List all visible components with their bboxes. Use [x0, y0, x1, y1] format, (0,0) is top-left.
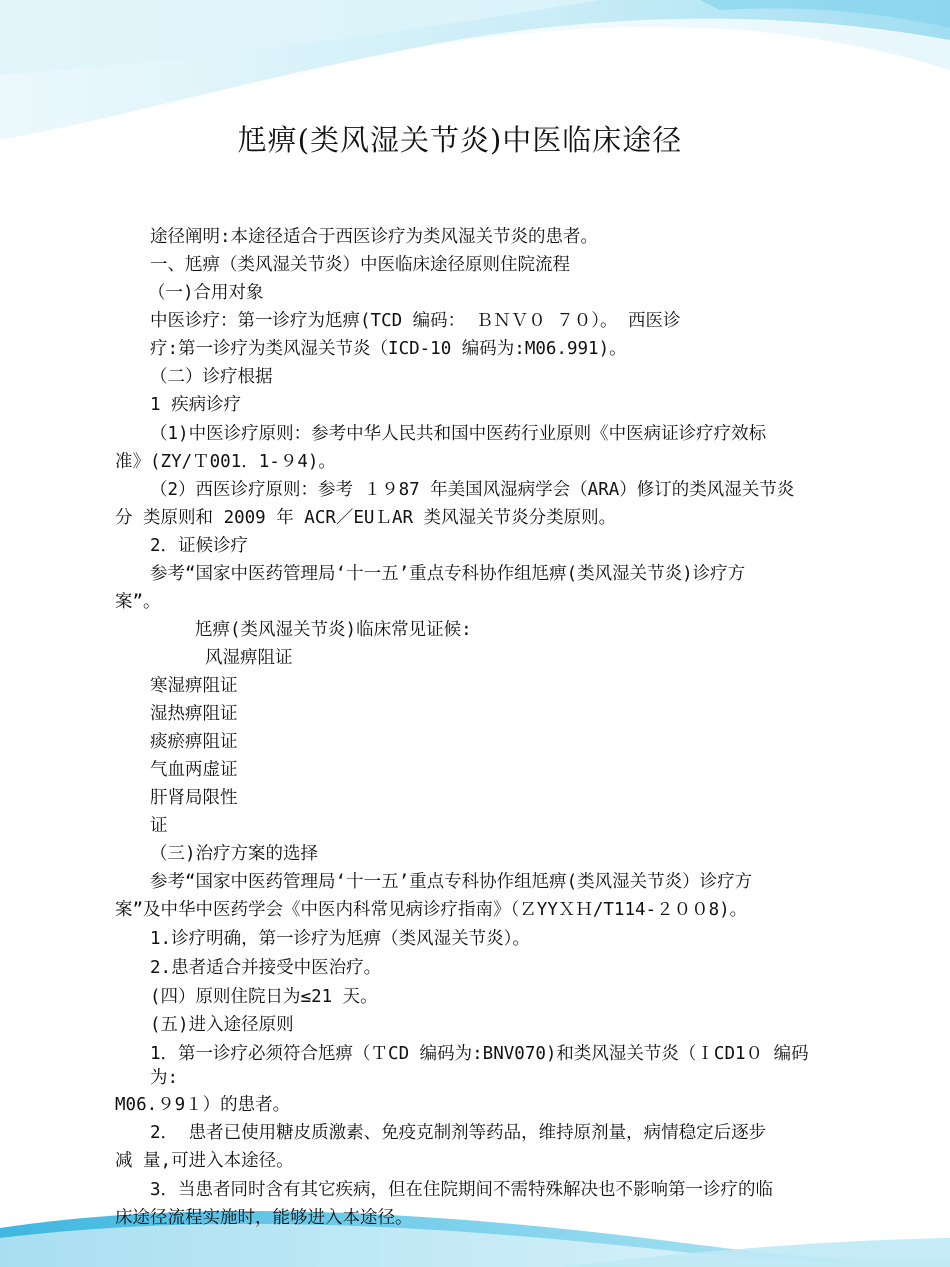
text-line: 准》(ZY/Ｔ001．1-９4)。 [115, 452, 336, 472]
text-line: 1.诊疗明确，第一诊疗为尪痹（类风湿关节炎）。 [150, 929, 530, 949]
text-line: 2． 患者已使用糖皮质激素、免疫克制剂等药品，维持原剂量，病情稳定后逐步 [150, 1123, 767, 1143]
text-line: 分 类原则和 2009 年 ACR／EUＬAR 类风湿关节炎分类原则。 [115, 508, 617, 528]
text-line: 疗:第一诊疗为类风湿关节炎（ICD-10 编码为:M06.991)。 [150, 339, 627, 359]
text-line: 3．当患者同时含有其它疾病，但在住院期间不需特殊解决也不影响第一诊疗的临 [150, 1180, 774, 1200]
text-line: （1)中医诊疗原则：参考中华人民共和国中医药行业原则《中医病证诊疗疗效标 [150, 424, 767, 444]
text-line: （2）西医诊疗原则：参考 １９87 年美国风湿病学会（ARA）修订的类风湿关节炎 [150, 480, 795, 500]
syndrome-item: 湿热痹阻证 [150, 704, 238, 724]
text-line: 为: [150, 1068, 179, 1088]
text-line: 床途径流程实施时，能够进入本途径。 [115, 1208, 413, 1228]
subsection-heading: （二）诊疗根据 [150, 367, 273, 387]
syndrome-item: 风湿痹阻证 [205, 648, 293, 668]
text-line: 参考“国家中医药管理局‘十一五’重点专科协作组尪痹(类风湿关节炎）诊疗方 [150, 872, 753, 892]
subsection-heading: （三)治疗方案的选择 [150, 844, 319, 864]
syndrome-item: 痰瘀痹阻证 [150, 732, 238, 752]
syndrome-item: 肝肾局限性 [150, 788, 238, 808]
text-line: 参考“国家中医药管理局‘十一五’重点专科协作组尪痹(类风湿关节炎)诊疗方 [150, 564, 746, 584]
syndrome-item: 寒湿痹阻证 [150, 676, 238, 696]
text-line: 尪痹(类风湿关节炎)临床常见证候: [195, 620, 472, 640]
section-heading: 一、尪痹（类风湿关节炎）中医临床途径原则住院流程 [150, 255, 570, 275]
text-line: 1．第一诊疗必须符合尪痹（ＴCD 编码为:BNV070)和类风湿关节炎（ＩCD1０ 编码 [150, 1044, 809, 1064]
text-line: 2．证候诊疗 [150, 536, 249, 556]
text-line: 2.患者适合并接受中医治疗。 [150, 958, 382, 978]
syndrome-item: 证 [150, 816, 168, 836]
text-line: 案”及中华中医药学会《中医内科常见病诊疗指南》（ＺYYＸＨ/T114-２００8)。 [115, 900, 748, 920]
text-line: M06.９9１）的患者。 [115, 1095, 291, 1115]
text-line: 途径阐明:本途径适合于西医诊疗为类风湿关节炎的患者。 [150, 227, 599, 247]
text-line: 减 量,可进入本途径。 [115, 1151, 294, 1171]
syndrome-item: 气血两虚证 [150, 760, 238, 780]
subsection-heading: (五)进入途径原则 [150, 1015, 294, 1035]
text-line: 案”。 [115, 592, 161, 612]
text-line: 1 疾病诊疗 [150, 395, 242, 415]
text-line: 中医诊疗：第一诊疗为尪痹(TCD 编码： ＢＮＶ０ ７０）。 西医诊 [150, 311, 681, 331]
document-title: 尪痹(类风湿关节炎)中医临床途径 [237, 123, 683, 157]
subsection-heading: （一)合用对象 [148, 283, 264, 303]
subsection-heading: (四）原则住院日为≤21 天。 [150, 987, 378, 1007]
